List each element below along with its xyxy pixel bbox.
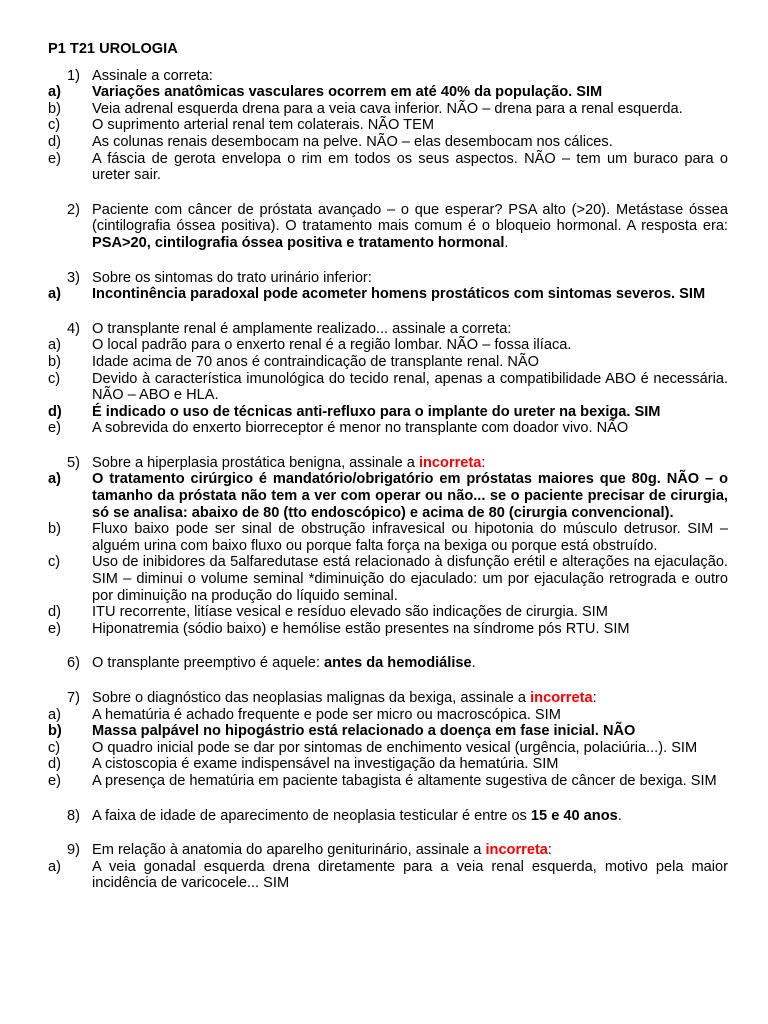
- highlight-text: incorreta: [530, 690, 593, 706]
- question-number: 6): [67, 655, 80, 672]
- answer-option: [48, 404, 728, 421]
- option-letter: c): [48, 739, 61, 756]
- text-segment: Devido à característica imunológica do tecido renal, apenas a compatibilidade ABO é necessária. NÃO – ABO e HLA.: [92, 370, 728, 404]
- answer-option: [48, 371, 728, 404]
- option-text: [92, 604, 728, 621]
- question-text: [92, 321, 728, 338]
- option-text: [92, 723, 728, 740]
- question-stem: [48, 842, 728, 859]
- answer-option: [48, 134, 728, 151]
- answer-option: [48, 117, 728, 134]
- answer-option: [48, 521, 728, 554]
- option-letter: d): [48, 604, 61, 621]
- question-5: [48, 455, 728, 638]
- text-segment: Sobre a hiperplasia prostática benigna, assinale a: [92, 454, 419, 471]
- option-text: [92, 151, 728, 184]
- option-letter: b): [48, 521, 61, 538]
- answer-option: [48, 604, 728, 621]
- text-segment: Veia adrenal esquerda drena para a veia cava inferior. NÃO – drena para a renal esquerda.: [92, 100, 683, 117]
- option-text: [92, 756, 728, 773]
- text-segment: É indicado o uso de técnicas anti-refluxo para o implante do ureter na bexiga. SIM: [92, 403, 661, 420]
- answer-option: [48, 554, 728, 604]
- option-letter: e): [48, 620, 61, 637]
- option-text: [92, 471, 728, 521]
- option-letter: c): [48, 554, 61, 571]
- text-segment: .: [471, 655, 476, 672]
- question-stem: [48, 690, 728, 707]
- question-number: 4): [67, 320, 80, 337]
- question-text: [92, 270, 728, 287]
- option-letter: a): [48, 286, 61, 303]
- answer-option: [48, 337, 728, 354]
- question-7: [48, 690, 728, 790]
- answer-option: [48, 101, 728, 118]
- option-letter: d): [48, 756, 61, 773]
- option-text: [92, 773, 728, 790]
- question-stem: [48, 455, 728, 472]
- question-stem: [48, 655, 728, 672]
- option-text: [92, 337, 728, 354]
- answer-option: [48, 84, 728, 101]
- question-4: [48, 321, 728, 437]
- question-number: 5): [67, 454, 80, 471]
- text-segment: Em relação à anatomia do aparelho geniturinário, assinale a: [92, 842, 486, 859]
- answer-option: [48, 740, 728, 757]
- text-segment: Sobre o diagnóstico das neoplasias malignas da bexiga, assinale a: [92, 690, 531, 706]
- text-segment: .: [504, 234, 509, 251]
- option-letter: d): [48, 403, 62, 420]
- option-text: [92, 286, 728, 303]
- answer-option: [48, 859, 728, 892]
- option-letter: b): [48, 100, 61, 117]
- text-segment: Assinale a correta:: [92, 67, 213, 84]
- question-stem: [48, 68, 728, 85]
- option-text: [92, 371, 728, 404]
- answer-option: [48, 420, 728, 437]
- text-segment: O transplante preemptivo é aquele:: [92, 655, 325, 672]
- answer-option: [48, 151, 728, 184]
- answer-option: [48, 707, 728, 724]
- question-stem: [48, 808, 728, 825]
- highlight-text: incorreta: [418, 454, 482, 471]
- question-number: 9): [67, 842, 80, 859]
- option-text: [92, 354, 728, 371]
- option-text: [92, 707, 728, 724]
- text-segment: .: [617, 807, 622, 824]
- question-list: [48, 68, 728, 892]
- text-segment: :: [547, 842, 552, 859]
- question-text: [92, 68, 728, 85]
- text-segment: A hematúria é achado frequente e pode ser micro ou macroscópica. SIM: [92, 706, 561, 723]
- text-segment: Uso de inibidores da 5alfaredutase está relacionado à disfunção erétil e alterações na ejaculação. SIM – diminui o volume seminal *diminuição do ejaculado: um por ejaculação retrograda e outro por diminuição na produção do líquido seminal.: [92, 554, 728, 604]
- option-letter: c): [48, 370, 61, 387]
- question-1: [48, 68, 728, 184]
- option-text: [92, 84, 728, 101]
- option-letter: e): [48, 772, 61, 789]
- question-number: 3): [67, 269, 80, 286]
- option-text: [92, 404, 728, 421]
- question-number: 7): [67, 690, 80, 706]
- bold-text: antes da hemodiálise: [324, 655, 472, 672]
- option-text: [92, 554, 728, 604]
- question-number: 2): [67, 201, 80, 218]
- text-segment: :: [481, 454, 486, 471]
- question-text: [92, 842, 728, 859]
- option-letter: a): [48, 337, 61, 354]
- text-segment: A fáscia de gerota envelopa o rim em todos os seus aspectos. NÃO – tem um buraco para o ureter sair.: [92, 150, 728, 184]
- option-text: [92, 740, 728, 757]
- option-text: [92, 101, 728, 118]
- highlight-text: incorreta: [485, 842, 548, 859]
- question-text: [92, 655, 728, 672]
- text-segment: As colunas renais desembocam na pelve. NÃO – elas desembocam nos cálices.: [92, 133, 613, 150]
- text-segment: Incontinência paradoxal pode acometer homens prostáticos com sintomas severos. SIM: [92, 286, 706, 303]
- text-segment: Sobre os sintomas do trato urinário inferior:: [92, 269, 372, 286]
- answer-option: [48, 773, 728, 790]
- text-segment: Paciente com câncer de próstata avançado – o que esperar? PSA alto (>20). Metástase óssea (cintilografia óssea positiva). O tratamento mais comum é o bloqueio hormonal. A resposta era:: [92, 201, 728, 235]
- text-segment: A faixa de idade de aparecimento de neoplasia testicular é entre os: [92, 807, 531, 824]
- text-segment: O local padrão para o enxerto renal é a região lombar. NÃO – fossa ilíaca.: [92, 337, 572, 354]
- text-segment: Variações anatômicas vasculares ocorrem em até 40% da população. SIM: [92, 84, 603, 101]
- question-2: [48, 202, 728, 252]
- text-segment: Idade acima de 70 anos é contraindicação de transplante renal. NÃO: [92, 353, 540, 370]
- text-segment: A veia gonadal esquerda drena diretamente para a veia renal esquerda, motivo pela maior incidência de varicocele... SIM: [92, 858, 728, 892]
- text-segment: O tratamento cirúrgico é mandatório/obrigatório em próstatas maiores que 80g. NÃO – o tamanho da próstata não tem a ver com operar ou não... se o paciente precisar de cirurgia, só se analisa: abaixo de 80 (tto endoscópico) e acima de 80 (cirurgia convencional).: [92, 471, 728, 521]
- text-segment: Fluxo baixo pode ser sinal de obstrução infravesical ou hipotonia do músculo detrusor. SIM – alguém urina com baixo fluxo ou porque falta força na bexiga ou porque está obstruído.: [92, 521, 728, 554]
- text-segment: A cistoscopia é exame indispensável na investigação da hematúria. SIM: [92, 756, 559, 773]
- text-segment: :: [592, 690, 597, 706]
- text-segment: A sobrevida do enxerto biorreceptor é menor no transplante com doador vivo. NÃO: [92, 420, 629, 437]
- answer-option: [48, 354, 728, 371]
- text-segment: O suprimento arterial renal tem colaterais. NÃO TEM: [92, 117, 434, 134]
- text-segment: O transplante renal é amplamente realizado... assinale a correta:: [92, 320, 512, 337]
- option-letter: e): [48, 420, 61, 437]
- text-segment: Massa palpável no hipogástrio está relacionado a doença em fase inicial. NÃO: [92, 723, 636, 740]
- option-text: [92, 859, 728, 892]
- question-8: [48, 808, 728, 825]
- question-6: [48, 655, 728, 672]
- question-text: [92, 455, 728, 472]
- bold-text: PSA>20, cintilografia óssea positiva e tratamento hormonal: [92, 234, 505, 251]
- option-letter: b): [48, 723, 62, 740]
- option-text: [92, 521, 728, 554]
- question-stem: [48, 321, 728, 338]
- question-text: [92, 808, 728, 825]
- text-segment: ITU recorrente, litíase vesical e resíduo elevado são indicações de cirurgia. SIM: [92, 604, 608, 621]
- question-stem: [48, 270, 728, 287]
- option-letter: a): [48, 706, 61, 723]
- option-text: [92, 134, 728, 151]
- question-text: [92, 690, 728, 707]
- question-9: [48, 842, 728, 892]
- answer-option: [48, 286, 728, 303]
- option-text: [92, 420, 728, 437]
- answer-option: [48, 471, 728, 521]
- option-text: [92, 117, 728, 134]
- option-letter: a): [48, 471, 61, 488]
- option-letter: a): [48, 858, 61, 875]
- question-text: [92, 202, 728, 252]
- option-letter: a): [48, 84, 61, 101]
- question-number: 1): [67, 67, 80, 84]
- option-letter: d): [48, 133, 61, 150]
- text-segment: A presença de hematúria em paciente tabagista é altamente sugestiva de câncer de bexiga. SIM: [92, 772, 717, 789]
- answer-option: [48, 621, 728, 638]
- option-text: [92, 621, 728, 638]
- text-segment: O quadro inicial pode se dar por sintomas de enchimento vesical (urgência, polaciúria...). SIM: [92, 739, 698, 756]
- answer-option: [48, 723, 728, 740]
- bold-text: 15 e 40 anos: [530, 807, 618, 824]
- option-letter: b): [48, 353, 61, 370]
- option-letter: c): [48, 117, 61, 134]
- question-3: [48, 270, 728, 303]
- text-segment: Hiponatremia (sódio baixo) e hemólise estão presentes na síndrome pós RTU. SIM: [92, 620, 630, 637]
- option-letter: e): [48, 150, 61, 167]
- document-title: P1 T21 UROLOGIA: [48, 41, 178, 57]
- question-number: 8): [67, 807, 80, 824]
- answer-option: [48, 756, 728, 773]
- question-stem: [48, 202, 728, 252]
